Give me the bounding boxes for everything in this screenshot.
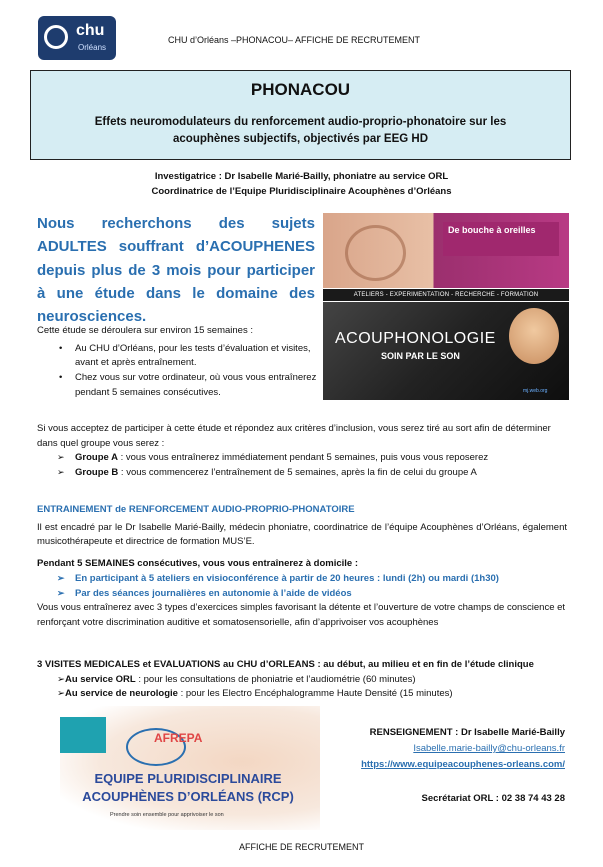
visit-neuro-label: Au service de neurologie xyxy=(64,688,178,700)
groups-intro: Si vous acceptez de participer à cette étude et répondez aux critères d’inclusion, vous serez tiré au sort afin de déterminer dans quel groupe vous serez : xyxy=(37,423,551,449)
coordinator-line: Coordinatrice de l’Equipe Pluridisciplinaire Acouphènes d’Orléans xyxy=(151,186,452,197)
lead-text: Nous recherchons des sujets ADULTES souffrant d’ACOUPHENES depuis plus de 3 mois pour participer à une étude dans le domaine des neurosciences. xyxy=(37,215,315,325)
contact-email-link[interactable]: Isabelle.marie-bailly@chu-orleans.fr xyxy=(413,743,565,754)
activities-strip: ATELIERS - EXPERIMENTATION - RECHERCHE - FORMATION xyxy=(323,289,569,301)
groups-section xyxy=(37,422,567,481)
website-link[interactable]: https://www.equipeacouphenes-orleans.com/ xyxy=(361,759,565,770)
header-title: CHU d’Orléans –PHONACOU– AFFICHE DE RECRUTEMENT xyxy=(168,35,421,45)
visits-heading: 3 VISITES MEDICALES et EVALUATIONS au CHU d’ORLEANS : au début, au milieu et en fin de l’étude clinique xyxy=(37,659,534,670)
acouphonologie-image xyxy=(323,302,569,400)
visit-neuro: ➢Au service de neurologie : pour les Electro Encéphalogramme Haute Densité (15 minutes) xyxy=(57,688,453,700)
puzzle-logo-icon xyxy=(60,717,106,753)
study-title: PHONACOU xyxy=(250,80,351,99)
team-banner xyxy=(60,706,320,830)
duration-item: • Au CHU d’Orléans, pour les tests d’évaluation et visites, avant et après entraînement. xyxy=(37,342,317,371)
group-b-text: : vous commencerez l’entraînement de 5 semaines, après la fin de celui du groupe A xyxy=(118,467,477,479)
footer-text: AFFICHE DE RECRUTEMENT xyxy=(238,842,364,852)
ear-image xyxy=(323,213,569,288)
training-exercises: Vous vous entraînerez avec 3 types d’exercices simples favorisant la détente et l’ouverture de votre champs de conscience et renforçant votre discrimination auditive et somatosensorielle, afin d’apprivoiser vos acouphènes xyxy=(37,602,566,629)
portrait-photo xyxy=(509,308,559,364)
training-weeks: Pendant 5 SEMAINES consécutives, vous vous entraînerez à domicile : xyxy=(37,558,358,570)
visits-section xyxy=(37,658,567,702)
chu-logo-icon xyxy=(44,25,68,49)
visit-orl-label: Au service ORL xyxy=(64,673,136,685)
contact-title: RENSEIGNEMENT : Dr Isabelle Marié-Bailly xyxy=(369,727,565,738)
group-a-text: : vous vous entraînerez immédiatement pendant 5 semaines, puis vous vous reposerez xyxy=(117,452,489,464)
visit-orl-text: : pour les consultations de phoniatrie et l’audiométrie (60 minutes) xyxy=(135,673,416,685)
logo-subtext: Orléans xyxy=(78,43,107,52)
acouphonologie-subtitle: SOIN PAR LE SON xyxy=(381,351,460,361)
training-item: ➢ Par des séances journalières en autonomie à l’aide de vidéos xyxy=(37,587,567,602)
group-a-label: Groupe A xyxy=(75,452,118,464)
duration-item: • Chez vous sur votre ordinateur, où vous vous entraînerez pendant 5 semaines consécutives. xyxy=(37,371,317,400)
training-section xyxy=(37,503,567,631)
group-a-item xyxy=(37,451,567,466)
duration-section xyxy=(37,324,317,401)
group-b-label: Groupe B xyxy=(75,467,119,479)
training-heading: ENTRAINEMENT de RENFORCEMENT AUDIO-PROPRIO-PHONATOIRE xyxy=(37,504,355,515)
team-tagline: Prendre soin ensemble pour apprivoiser le son xyxy=(110,812,224,818)
ear-icon xyxy=(345,225,406,281)
chu-logo xyxy=(38,16,116,60)
title-box xyxy=(30,70,571,160)
visit-orl: ➢Au service ORL : pour les consultations de phoniatrie et l’audiométrie (60 minutes) xyxy=(57,673,416,685)
group-b-item xyxy=(37,466,567,481)
logo-text: chu xyxy=(76,22,105,39)
ear-image-label: De bouche à oreilles xyxy=(443,222,559,256)
training-item: ➢ En participant à 5 ateliers en visioconférence à partir de 20 heures : lundi (2h) ou mardi (1h30) xyxy=(37,572,567,587)
afrepa-logo-text: AFREPA xyxy=(154,731,203,745)
visit-neuro-text: : pour les Electro Encéphalogramme Haute Densité (15 minutes) xyxy=(177,688,453,700)
duration-intro: Cette étude se déroulera sur environ 15 semaines : xyxy=(37,325,253,336)
image-signature: mj.web.org xyxy=(523,388,548,394)
acouphonologie-title: ACOUPHONOLOGIE xyxy=(335,330,496,347)
study-subtitle: Effets neuromodulateurs du renforcement audio-proprio-phonatoire sur les acouphènes subjectifs, objectivés par EEG HD xyxy=(94,116,507,146)
secretariat-phone: Secrétariat ORL : 02 38 74 43 28 xyxy=(421,793,565,804)
investigator-line: Investigatrice : Dr Isabelle Marié-Bailly, phoniatre au service ORL xyxy=(154,171,449,182)
training-description: Il est encadré par le Dr Isabelle Marié-Bailly, médecin phoniatre, coordinatrice de l’équipe Acouphènes d’Orléans, également musicothérapeute et directrice de formation MUS’E. xyxy=(37,521,567,548)
team-name: EQUIPE PLURIDISCIPLINAIRE ACOUPHÈNES D’ORLÉANS (RCP) xyxy=(82,771,294,804)
